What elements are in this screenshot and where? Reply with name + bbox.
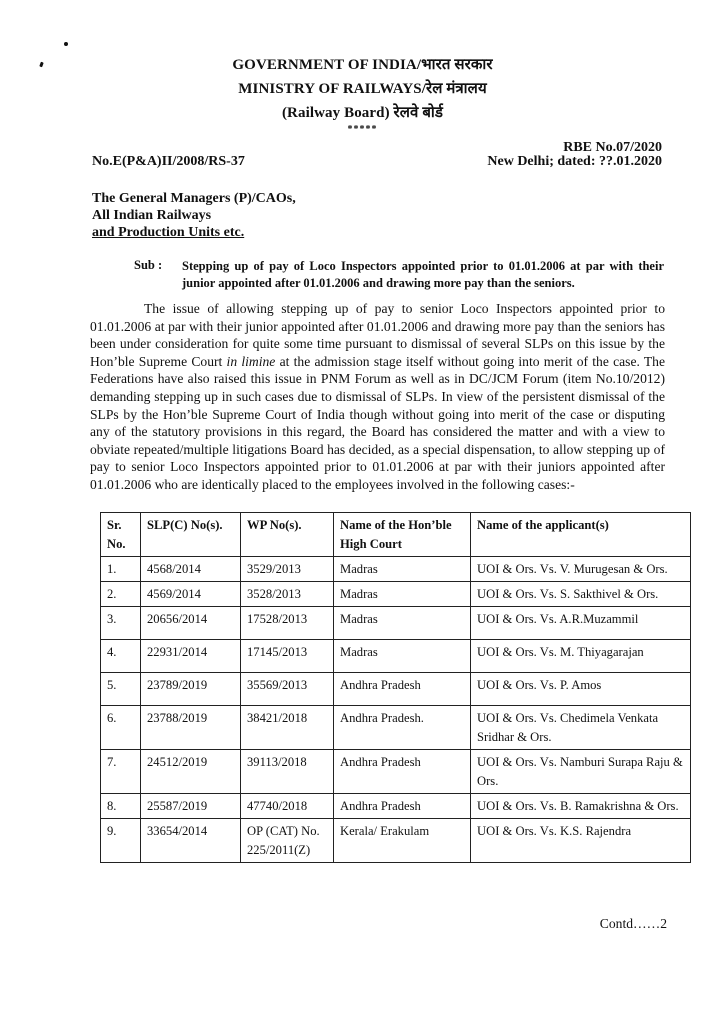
header-stars: ***** (347, 124, 378, 135)
cell-wp-no: OP (CAT) No. 225/2011(Z) (241, 819, 334, 863)
table-row (101, 607, 691, 640)
rbe-number: RBE No.07/2020 (563, 140, 662, 155)
cell-sr-no: 3. (101, 607, 141, 640)
cell-sr-no: 4. (101, 640, 141, 673)
cell-applicant: UOI & Ors. Vs. M. Thiyagarajan (471, 640, 691, 673)
cell-wp-no: 39113/2018 (241, 750, 334, 794)
cell-applicant: UOI & Ors. Vs. Namburi Surapa Raju & Ors. (471, 750, 691, 794)
cell-slp-no: 23789/2019 (141, 673, 241, 706)
table-row (101, 750, 691, 794)
cell-sr-no: 6. (101, 706, 141, 750)
header-government: GOVERNMENT OF INDIA/भारत सरकार (232, 57, 493, 73)
cell-applicant: UOI & Ors. Vs. K.S. Rajendra (471, 819, 691, 863)
scan-speck (64, 42, 68, 46)
cell-high-court: Madras (334, 582, 471, 607)
cell-slp-no: 20656/2014 (141, 607, 241, 640)
addressee-line-1: The General Managers (P)/CAOs, (92, 191, 296, 206)
col-header-applicants: Name of the applicant(s) (471, 513, 691, 557)
cell-high-court: Kerala/ Erakulam (334, 819, 471, 863)
cell-slp-no: 4569/2014 (141, 582, 241, 607)
table-row (101, 557, 691, 582)
cell-slp-no: 22931/2014 (141, 640, 241, 673)
cases-table (100, 512, 691, 863)
cell-slp-no: 24512/2019 (141, 750, 241, 794)
col-header-slp-no: SLP(C) No(s). (141, 513, 241, 557)
cell-high-court: Andhra Pradesh. (334, 706, 471, 750)
cell-sr-no: 2. (101, 582, 141, 607)
cell-wp-no: 38421/2018 (241, 706, 334, 750)
continued-marker: Contd……2 (599, 916, 667, 931)
cell-applicant: UOI & Ors. Vs. P. Amos (471, 673, 691, 706)
cell-slp-no: 4568/2014 (141, 557, 241, 582)
body-paragraph (90, 300, 665, 494)
header-ministry: MINISTRY OF RAILWAYS/रेल मंत्रालय (238, 81, 487, 97)
cell-wp-no: 47740/2018 (241, 794, 334, 819)
cell-sr-no: 8. (101, 794, 141, 819)
table-row (101, 640, 691, 673)
table-row (101, 582, 691, 607)
col-header-wp-no: WP No(s). (241, 513, 334, 557)
cell-high-court: Madras (334, 607, 471, 640)
cell-wp-no: 35569/2013 (241, 673, 334, 706)
cell-high-court: Madras (334, 640, 471, 673)
cell-wp-no: 17528/2013 (241, 607, 334, 640)
cell-applicant: UOI & Ors. Vs. B. Ramakrishna & Ors. (471, 794, 691, 819)
cell-wp-no: 17145/2013 (241, 640, 334, 673)
cell-sr-no: 9. (101, 819, 141, 863)
header-board: (Railway Board) रेलवे बोर्ड (281, 105, 444, 121)
body-text-part-2: at the admission stage itself without going into merit of the case. The Federations have also raised this issue in PNM Forum as well as in DC/JCM Forum (item No.10/2012) demanding stepping up in such cases due to dismissal of SLPs. In view of the persistent dismissal of the SLPs by the Hon’ble Supreme Court of India though without going into merit of the case or disputing any of the statutory provisions in this regard, the Board has considered the matter and with a view to obviate repeated/multiple litigations Board has decided, as a special dispensation, to allow stepping up of pay to senior Loco Inspectors appointed prior to 01.01.2006 at par with their juniors appointed after 01.01.2006 who are identically placed to the employees involved in the following cases:- (90, 353, 666, 492)
subject-text: Stepping up of pay of Loco Inspectors appointed prior to 01.01.2006 at par with their junior appointed after 01.01.2006 and drawing more pay than the seniors. (182, 259, 664, 290)
cell-wp-no: 3529/2013 (241, 557, 334, 582)
table-row (101, 819, 691, 863)
table-header-row (101, 513, 691, 557)
col-header-high-court: Name of the Hon’ble High Court (334, 513, 471, 557)
cell-applicant: UOI & Ors. Vs. S. Sakthivel & Ors. (471, 582, 691, 607)
cell-slp-no: 33654/2014 (141, 819, 241, 863)
addressee-line-2: All Indian Railways (92, 208, 212, 223)
cell-wp-no: 3528/2013 (241, 582, 334, 607)
file-number: No.E(P&A)II/2008/RS-37 (92, 154, 245, 169)
col-header-sr-no: Sr. No. (101, 513, 141, 557)
table-row (101, 794, 691, 819)
cell-high-court: Andhra Pradesh (334, 794, 471, 819)
cell-slp-no: 23788/2019 (141, 706, 241, 750)
addressee-line-3: and Production Units etc. (92, 225, 245, 240)
cell-high-court: Madras (334, 557, 471, 582)
cell-applicant: UOI & Ors. Vs. Chedimela Venkata Sridhar & Ors. (471, 706, 691, 750)
addressee-block (92, 190, 296, 241)
cell-sr-no: 5. (101, 673, 141, 706)
body-text-part-1: The issue of allowing stepping up of pay to senior Loco Inspectors appointed prior to 01.01.2006 at par with their junior appointed after 01.01.2006 and drawing more pay than the seniors has been under consideration for quite some time pursuant to dismissal of several SLPs on this issue by the Hon’ble Supreme Court (90, 301, 665, 369)
cell-sr-no: 1. (101, 557, 141, 582)
cell-applicant: UOI & Ors. Vs. A.R.Muzammil (471, 607, 691, 640)
cell-high-court: Andhra Pradesh (334, 673, 471, 706)
cell-high-court: Andhra Pradesh (334, 750, 471, 794)
subject-label: Sub : (134, 258, 163, 272)
cell-sr-no: 7. (101, 750, 141, 794)
table-row (101, 673, 691, 706)
place-date: New Delhi; dated: ??.01.2020 (487, 154, 662, 169)
body-text-italic: in limine (226, 353, 276, 369)
table-row (101, 706, 691, 750)
cell-applicant: UOI & Ors. Vs. V. Murugesan & Ors. (471, 557, 691, 582)
cell-slp-no: 25587/2019 (141, 794, 241, 819)
